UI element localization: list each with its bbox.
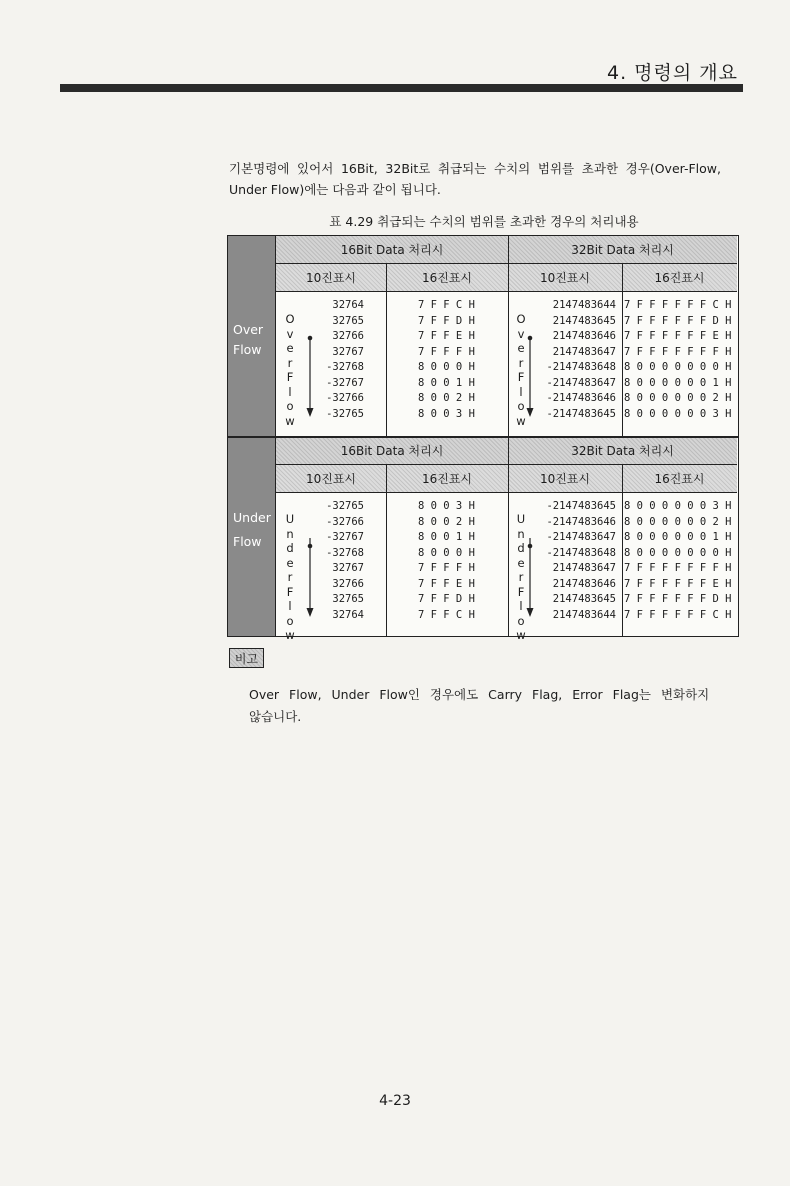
vertical-letter: w <box>285 628 295 642</box>
hex-value-cell: 7 F F D H <box>418 314 475 327</box>
dec-value-cell: -2147483645 <box>546 407 616 420</box>
overflow-32-hex-values <box>624 298 731 422</box>
hex-value-cell: 7 F F F F F F F H <box>624 345 732 358</box>
vertical-letter: l <box>288 384 292 399</box>
hex-value-cell: 8 0 0 1 H <box>418 531 475 543</box>
hex-value-cell: 8 0 0 2 H <box>418 392 475 404</box>
vertical-letter: r <box>287 355 293 370</box>
vertical-letter: r <box>518 570 524 584</box>
side-label-underflow-1: Under <box>233 510 271 525</box>
vertical-letter: U <box>516 512 526 526</box>
intro-paragraph: 기본명령에 있어서 16Bit, 32Bit로 취급되는 수치의 범위를 초과한 경우(Over-Flow, Under Flow)에는 다음과 같이 됩니다. <box>229 161 721 197</box>
dec-value-cell: 2147483646 <box>552 577 616 590</box>
header-rule <box>60 84 743 92</box>
dec-value-cell: -2147483647 <box>546 376 616 389</box>
vertical-letter: F <box>286 370 294 384</box>
vertical-letter: v <box>286 326 294 341</box>
hex-value-cell: 8 0 0 0 0 0 0 0 H <box>624 546 732 559</box>
vertical-letter: e <box>286 555 294 570</box>
hex-value-cell: 7 F F F F F F F H <box>624 562 732 574</box>
divider-16-32 <box>508 236 509 636</box>
hex-value-cell: 7 F F E H <box>418 577 475 590</box>
underflow-32-dec-values <box>533 499 616 623</box>
side-label-overflow-2: Flow <box>233 342 262 357</box>
underflow-16-dec-header: 10진표시 <box>276 465 386 493</box>
vertical-letter: d <box>286 541 294 555</box>
vertical-letter: l <box>288 599 292 613</box>
hex-value-cell: 8 0 0 0 0 0 0 0 H <box>624 361 732 373</box>
side-label-overflow-1: Over <box>233 322 264 337</box>
vertical-letter: d <box>517 541 525 555</box>
dec-value-cell: 32766 <box>332 330 364 342</box>
hex-value-cell: 8 0 0 3 H <box>418 407 475 420</box>
vertical-letter: l <box>519 599 523 613</box>
range-table <box>227 235 739 642</box>
underflow-vertical-label-16 <box>284 512 296 643</box>
dec-value-cell: -32768 <box>326 546 364 559</box>
dec-value-cell: -2147483645 <box>546 500 616 512</box>
vertical-letter: l <box>519 384 523 399</box>
overflow-32-dec-header: 10진표시 <box>508 264 622 292</box>
dec-value-cell: -2147483648 <box>546 361 616 373</box>
underflow-16-hex-values <box>418 499 475 623</box>
hex-value-cell: 7 F F C H <box>418 299 475 311</box>
underflow-32-dec-header: 10진표시 <box>508 465 622 493</box>
dec-value-cell: 2147483644 <box>552 608 616 621</box>
hex-value-cell: 8 0 0 3 H <box>418 500 475 512</box>
hex-value-cell: 8 0 0 1 H <box>418 376 475 389</box>
dec-value-cell: 2147483645 <box>552 314 616 327</box>
overflow-32bit-header: 32Bit Data 처리시 <box>508 236 737 264</box>
underflow-32-hex-header: 16진표시 <box>622 465 737 493</box>
vertical-letter: F <box>286 584 294 599</box>
dec-value-cell: 2147483645 <box>552 593 616 605</box>
note-text: Over Flow, Under Flow인 경우에도 Carry Flag, Error Flag는 변화하지 않습니다. <box>249 687 710 724</box>
dec-value-cell: -32765 <box>326 407 364 420</box>
hex-value-cell: 7 F F F F F F D H <box>624 314 732 327</box>
vertical-letter: o <box>517 399 525 413</box>
hex-value-cell: 7 F F E H <box>418 330 475 342</box>
side-label-underflow <box>228 436 276 636</box>
vertical-letter: e <box>517 555 525 570</box>
vertical-letter: r <box>287 570 293 584</box>
vertical-letter: o <box>517 613 525 628</box>
hex-value-cell: 8 0 0 0 0 0 0 2 H <box>624 515 732 528</box>
note-label: 비고 <box>229 648 264 668</box>
dec-value-cell: 32767 <box>332 345 364 358</box>
vertical-letter: O <box>285 312 295 326</box>
dec-value-cell: -32765 <box>326 500 364 512</box>
underflow-32-hex-values <box>624 499 731 623</box>
divider-16-bottom <box>386 465 387 636</box>
divider-32-bottom <box>622 465 623 636</box>
underflow-32bit-header: 32Bit Data 처리시 <box>508 437 737 465</box>
dec-value-cell: -32766 <box>326 515 364 528</box>
divider-16-top <box>386 264 387 436</box>
underflow-16-hex-header: 16진표시 <box>386 465 508 493</box>
overflow-vertical-label-16 <box>284 312 296 428</box>
dec-value-cell: -32766 <box>326 392 364 404</box>
dec-value-cell: -2147483646 <box>546 392 616 404</box>
dec-value-cell: 32766 <box>332 577 364 590</box>
overflow-16-dec-header: 10진표시 <box>276 264 386 292</box>
vertical-letter: o <box>286 613 294 628</box>
dec-value-cell: 32765 <box>332 593 364 605</box>
hex-value-cell: 7 F F F F F F C H <box>624 608 732 621</box>
overflow-16-dec-values <box>316 298 364 422</box>
hex-value-cell: 8 0 0 2 H <box>418 515 475 528</box>
table-caption: 표 4.29 취급되는 수치의 범위를 초과한 경우의 처리내용 <box>329 214 639 229</box>
vertical-letter: F <box>517 370 525 384</box>
hex-value-cell: 7 F F C H <box>418 608 475 621</box>
vertical-letter: o <box>286 399 294 413</box>
overflow-32-hex-header: 16진표시 <box>622 264 737 292</box>
hex-value-cell: 7 F F F F F F E H <box>624 330 732 342</box>
dec-value-cell: -32768 <box>326 361 364 373</box>
dec-value-cell: 2147483647 <box>552 345 616 358</box>
hex-value-cell: 8 0 0 0 0 0 0 1 H <box>624 376 732 389</box>
down-arrow-icon <box>305 334 315 418</box>
hex-value-cell: 8 0 0 0 H <box>418 361 475 373</box>
underflow-16bit-header: 16Bit Data 처리시 <box>276 437 508 465</box>
hex-value-cell: 7 F F F F F F D H <box>624 593 732 605</box>
vertical-letter: e <box>286 341 294 355</box>
overflow-32-dec-values <box>533 298 616 422</box>
hex-value-cell: 7 F F F F F F C H <box>624 299 732 311</box>
hex-value-cell: 8 0 0 0 0 0 0 3 H <box>624 407 732 420</box>
dec-value-cell: 2147483644 <box>552 299 616 311</box>
dec-value-cell: -32767 <box>326 376 364 389</box>
overflow-16-hex-values <box>418 298 475 422</box>
page-header-title: 4. 명령의 개요 <box>607 62 738 84</box>
section-divider <box>228 436 738 438</box>
down-arrow-icon <box>305 534 315 618</box>
dec-value-cell: 32767 <box>332 562 364 574</box>
vertical-letter: w <box>516 413 526 428</box>
dec-value-cell: -32767 <box>326 531 364 543</box>
dec-value-cell: -2147483647 <box>546 531 616 543</box>
side-label-overflow <box>228 236 276 436</box>
vertical-letter: n <box>517 526 525 541</box>
hex-value-cell: 7 F F F H <box>418 345 475 358</box>
dec-value-cell: 2147483646 <box>552 330 616 342</box>
vertical-letter: O <box>516 312 526 326</box>
hex-value-cell: 8 0 0 0 0 0 0 3 H <box>624 500 732 512</box>
vertical-letter: w <box>516 628 526 642</box>
hex-value-cell: 7 F F D H <box>418 593 475 605</box>
dec-value-cell: -2147483646 <box>546 515 616 528</box>
vertical-letter: U <box>285 512 295 526</box>
hex-value-cell: 8 0 0 0 0 0 0 1 H <box>624 531 732 543</box>
dec-value-cell: 32764 <box>332 299 364 311</box>
dec-value-cell: 32764 <box>332 608 364 621</box>
dec-value-cell: 32765 <box>332 314 364 327</box>
side-label-underflow-2: Flow <box>233 534 262 549</box>
hex-value-cell: 7 F F F H <box>418 562 475 574</box>
underflow-16-dec-values <box>316 499 364 623</box>
hex-value-cell: 8 0 0 0 H <box>418 546 475 559</box>
hex-value-cell: 7 F F F F F F E H <box>624 577 732 590</box>
dec-value-cell: 2147483647 <box>552 562 616 574</box>
vertical-letter: v <box>517 326 525 341</box>
dec-value-cell: -2147483648 <box>546 546 616 559</box>
overflow-16bit-header: 16Bit Data 처리시 <box>276 236 508 264</box>
vertical-letter: e <box>517 341 525 355</box>
vertical-letter: r <box>518 355 524 370</box>
vertical-letter: F <box>517 584 525 599</box>
page-number: 4-23 <box>379 1093 411 1109</box>
divider-32-top <box>622 264 623 436</box>
overflow-16-hex-header: 16진표시 <box>386 264 508 292</box>
vertical-letter: n <box>286 526 294 541</box>
hex-value-cell: 8 0 0 0 0 0 0 2 H <box>624 392 732 404</box>
vertical-letter: w <box>285 413 295 428</box>
